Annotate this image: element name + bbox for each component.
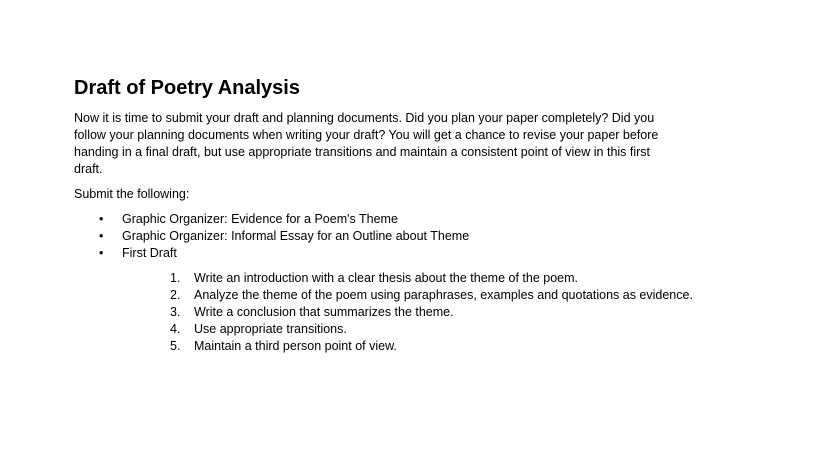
step-number: 3. (170, 305, 181, 319)
step-number: 5. (170, 339, 181, 353)
step-number: 1. (170, 271, 181, 285)
step-number: 2. (170, 288, 181, 302)
step-text: Analyze the theme of the poem using paraphrases, examples and quotations as evidence. (194, 288, 693, 302)
list-item-label: Graphic Organizer: Evidence for a Poem's Theme (122, 212, 398, 226)
bullet-icon: • (99, 212, 104, 226)
intro-paragraph: Now it is time to submit your draft and planning documents. Did you plan your paper completely? Did you follow your planning documents when writing your draft? You will get a chance to revise your paper before handing in a final draft, but use appropriate transitions and maintain a consistent point of view in this first draft. (74, 111, 659, 176)
step-item (170, 287, 694, 304)
step-text: Write an introduction with a clear thesis about the theme of the poem. (194, 271, 579, 285)
submission-list (74, 211, 693, 355)
document-body (74, 75, 693, 355)
bullet-icon: • (99, 246, 104, 260)
submit-label: Submit the following: (74, 187, 190, 201)
page-title: Draft of Poetry Analysis (74, 77, 300, 99)
draft-steps-list (122, 270, 693, 355)
step-item (170, 270, 694, 287)
list-item (74, 245, 693, 355)
step-number: 4. (170, 322, 181, 336)
list-item (74, 211, 664, 228)
list-item-label: Graphic Organizer: Informal Essay for an Outline about Theme (122, 229, 470, 243)
step-item (170, 338, 694, 355)
step-text: Write a conclusion that summarizes the theme. (194, 305, 454, 319)
step-item (170, 304, 694, 321)
step-text: Maintain a third person point of view. (194, 339, 397, 353)
list-item-label: First Draft (122, 246, 177, 260)
step-item (170, 321, 694, 338)
bullet-icon: • (99, 229, 104, 243)
step-text: Use appropriate transitions. (194, 322, 347, 336)
list-item (74, 228, 664, 245)
